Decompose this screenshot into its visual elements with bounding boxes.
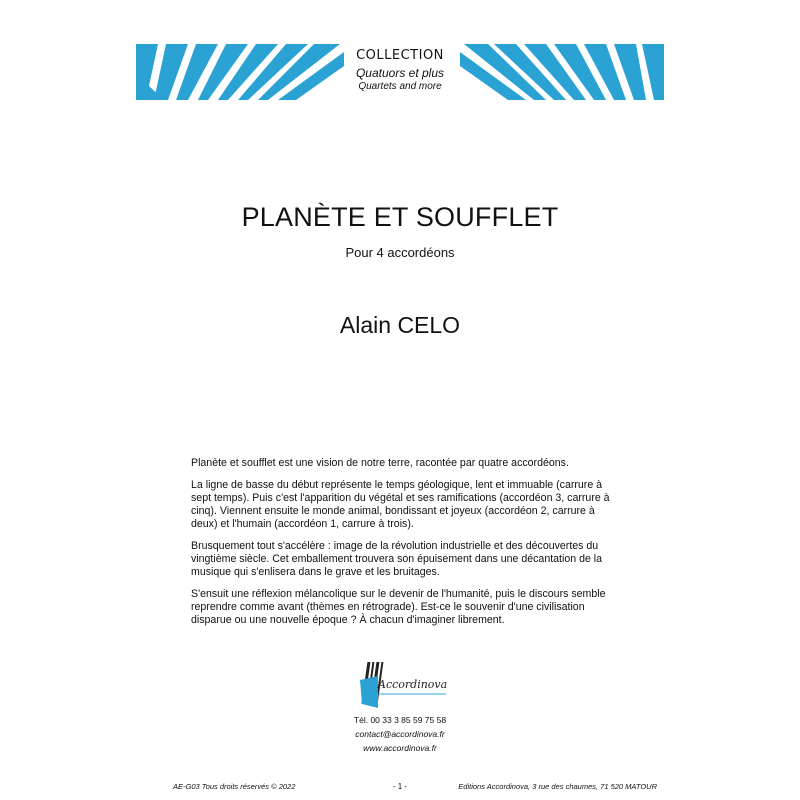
description-paragraph: La ligne de basse du début représente le temps géologique, lent et immuable (carrure à sept temps). Puis c'est l'apparition du végétal et ses ramifications (accordéon 3, carrure à cinq). Viennent ensuite le monde animal, bondissant et joyeux (accordéon 2, carrure à deux) et l'humain (accordéon 1, carrure à trois). xyxy=(191,479,610,530)
collection-banner xyxy=(136,44,664,100)
website-link[interactable]: www.accordinova.fr xyxy=(363,743,437,753)
description xyxy=(191,457,611,636)
footer-publisher-address: Editions Accordinova, 3 rue des chaumes, 71 520 MATOUR xyxy=(458,782,657,791)
footer-reference: AE-G03 Tous droits réservés © 2022 xyxy=(173,782,296,791)
page-number: - 1 - xyxy=(392,782,408,791)
collection-subtitle-en: Quartets and more xyxy=(358,81,442,92)
logo-text: Accordinova xyxy=(378,678,448,691)
instrumentation: Pour 4 accordéons xyxy=(345,245,455,260)
email-link[interactable]: contact@accordinova.fr xyxy=(355,729,445,739)
description-paragraph: S'ensuit une réflexion mélancolique sur le devenir de l'humanité, puis le discours semble reprendre comme avant (thèmes en rétrograde). Est-ce le souvenir d'une civilisation disparue ou une nouvelle époque ? À chacun d'imaginer librement. xyxy=(191,588,606,626)
phone-number: Tél. 00 33 3 85 59 75 58 xyxy=(353,715,447,725)
publisher-contact xyxy=(0,713,800,755)
composer-name: Alain CELO xyxy=(339,312,461,338)
collection-subtitle-fr: Quatuors et plus xyxy=(355,66,445,80)
description-paragraph: Brusquement tout s'accélère : image de la révolution industrielle et des découvertes du vingtième siècle. Cet emballement trouvera son épuisement dans une décantation de la musique qui s'enlisera dans le grave et les bruitages. xyxy=(191,540,603,578)
collection-label-box xyxy=(344,44,456,100)
piece-title: PLANÈTE ET SOUFFLET xyxy=(241,202,559,232)
collection-label: COLLECTION xyxy=(356,48,444,63)
accordinova-logo xyxy=(356,658,448,712)
description-paragraph: Planète et soufflet est une vision de notre terre, racontée par quatre accordéons. xyxy=(191,457,569,469)
